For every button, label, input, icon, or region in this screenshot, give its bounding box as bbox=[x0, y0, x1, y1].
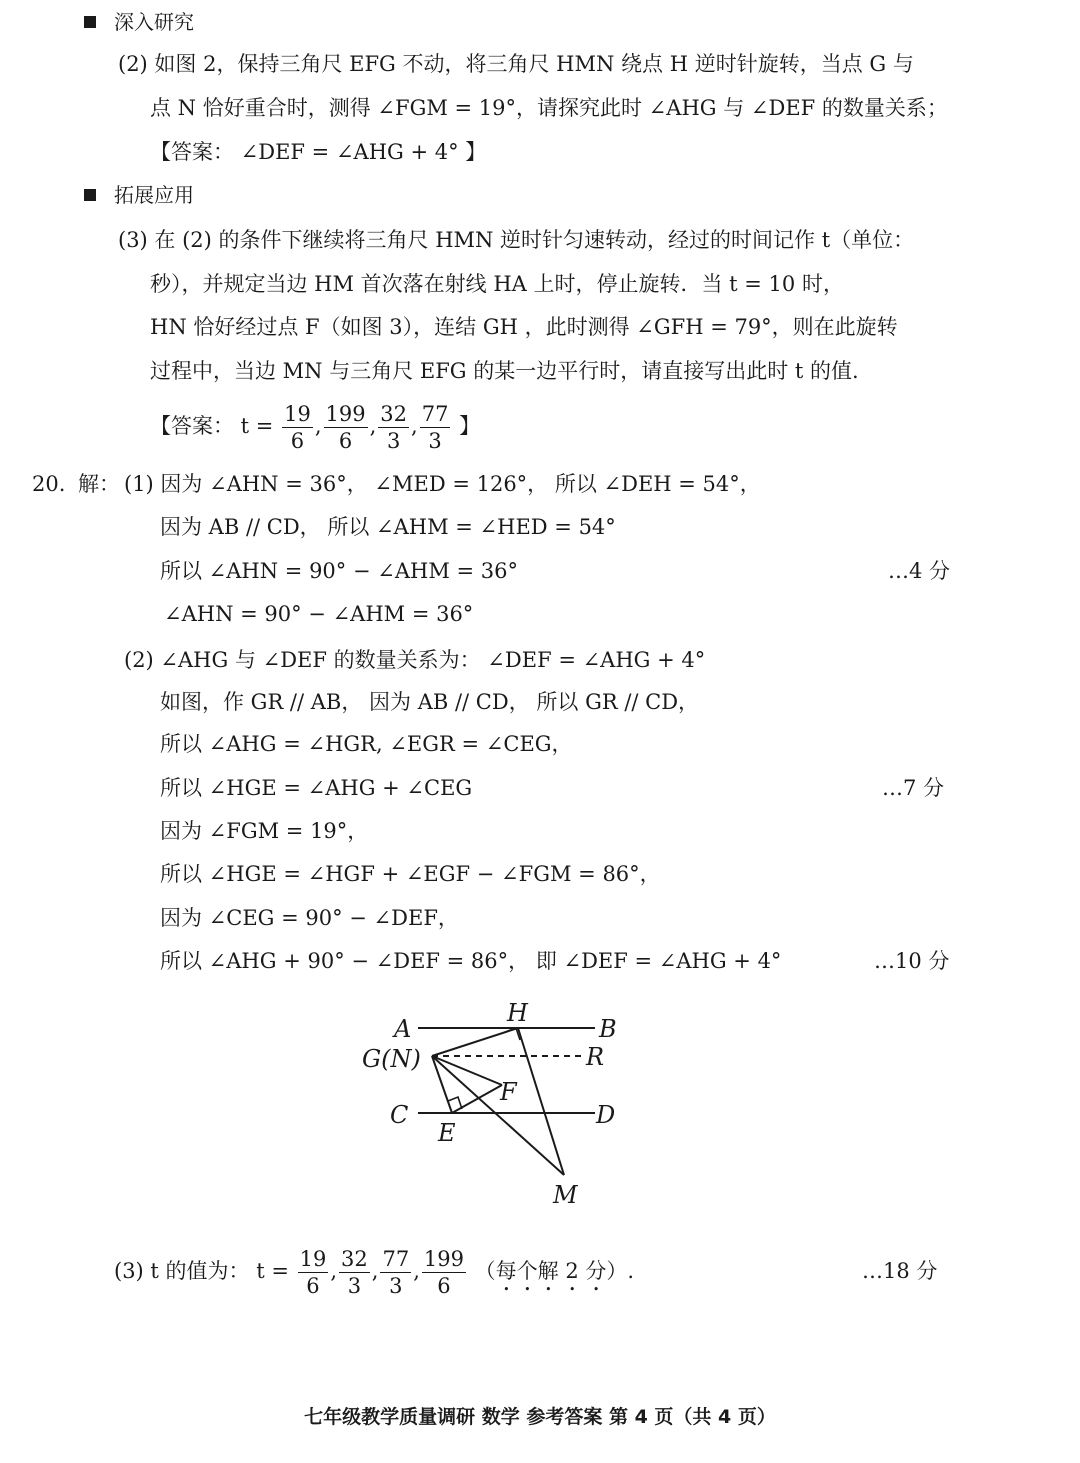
fraction-numerator: 19 bbox=[299, 1247, 327, 1271]
label-h: H bbox=[507, 999, 528, 1027]
separator: , bbox=[411, 414, 418, 438]
sol-p2-line-1: (2) ∠AHG 与 ∠DEF 的数量关系为： ∠DEF = ∠AHG + 4° bbox=[124, 648, 706, 672]
geometry-figure bbox=[350, 995, 650, 1215]
sol-p1-line-3: 所以 ∠AHN = 90° − ∠AHM = 36° bbox=[160, 559, 518, 583]
q3-answer-suffix: 】 bbox=[459, 414, 481, 438]
sol-p2-line-3: 所以 ∠AHG = ∠HGR, ∠EGR = ∠CEG， bbox=[160, 732, 573, 756]
label-f: F bbox=[500, 1078, 517, 1106]
q2-problem-line-2: 点 N 恰好重合时，测得 ∠FGM = 19°，请探究此时 ∠AHG 与 ∠DEF 的数量关系； bbox=[150, 96, 948, 120]
sol-p2-line-4: 所以 ∠HGE = ∠AHG + ∠CEG bbox=[160, 776, 473, 800]
fraction-denominator: 3 bbox=[428, 429, 442, 453]
section-heading-text: 深入研究 bbox=[114, 10, 194, 34]
fraction-numerator: 199 bbox=[325, 402, 366, 426]
score-mark: …10 分 bbox=[874, 949, 950, 973]
q3-answer bbox=[150, 400, 480, 454]
q3-problem-line-3: HN 恰好经过点 F（如图 3），连结 GH ，此时测得 ∠GFH = 79°，则在此旋转 bbox=[150, 315, 898, 339]
label-e: E bbox=[438, 1119, 456, 1147]
fraction-numerator: 32 bbox=[341, 1247, 368, 1271]
separator: , bbox=[413, 1259, 420, 1283]
fraction-numerator: 199 bbox=[423, 1247, 464, 1271]
fraction bbox=[378, 401, 409, 454]
score-mark: …7 分 bbox=[882, 776, 945, 800]
sol-p2-line-8: 所以 ∠AHG + 90° − ∠DEF = 86°， 即 ∠DEF = ∠AHG + 4° bbox=[160, 949, 782, 973]
sol-p3-note-close: ）. bbox=[606, 1259, 635, 1283]
label-r: R bbox=[586, 1043, 605, 1071]
label-gn: G(N) bbox=[362, 1045, 421, 1073]
fraction-numerator: 19 bbox=[284, 402, 311, 426]
score-mark: …4 分 bbox=[888, 559, 951, 583]
fraction-numerator: 77 bbox=[421, 402, 449, 426]
separator: , bbox=[371, 1259, 379, 1283]
section-heading-text: 拓展应用 bbox=[114, 183, 194, 207]
fraction-denominator: 3 bbox=[386, 429, 401, 453]
fraction-numerator: 77 bbox=[382, 1247, 410, 1271]
separator: , bbox=[369, 414, 377, 438]
fraction-denominator: 6 bbox=[338, 429, 353, 453]
q3-problem-line-4: 过程中，当边 MN 与三角尺 EFG 的某一边平行时，请直接写出此时 t 的值. bbox=[150, 359, 859, 383]
section-heading-extension bbox=[84, 181, 194, 209]
q2-answer: 【答案： ∠DEF = ∠AHG + 4° 】 bbox=[150, 140, 487, 164]
fraction-denominator: 6 bbox=[437, 1274, 451, 1298]
sol-p3-prefix: (3) t 的值为： t = bbox=[114, 1259, 289, 1283]
fraction bbox=[282, 401, 313, 454]
label-d: D bbox=[596, 1101, 616, 1129]
fraction bbox=[380, 1246, 411, 1299]
fraction bbox=[420, 401, 451, 454]
fraction-denominator: 6 bbox=[306, 1274, 320, 1298]
label-b: B bbox=[599, 1015, 617, 1043]
fraction bbox=[422, 1246, 466, 1299]
fraction-denominator: 3 bbox=[347, 1274, 362, 1298]
label-c: C bbox=[390, 1101, 409, 1129]
sol-p1-line-4: ∠AHN = 90° − ∠AHM = 36° bbox=[164, 602, 474, 626]
sol-p3-note-open: （ bbox=[474, 1259, 496, 1283]
section-heading-research bbox=[84, 8, 194, 36]
square-bullet-icon bbox=[84, 16, 96, 28]
square-bullet-icon bbox=[84, 189, 96, 201]
solution-label: 解： bbox=[78, 472, 120, 496]
fraction-denominator: 6 bbox=[290, 429, 305, 453]
separator: , bbox=[330, 1259, 338, 1283]
label-m: M bbox=[553, 1181, 578, 1209]
fraction bbox=[298, 1246, 329, 1299]
sol-p1-line-1: (1) 因为 ∠AHN = 36°， ∠MED = 126°， 所以 ∠DEH = 54°， bbox=[124, 472, 761, 496]
sol-p2-line-6: 所以 ∠HGE = ∠HGF + ∠EGF − ∠FGM = 86°， bbox=[160, 862, 661, 886]
separator: , bbox=[314, 414, 322, 438]
side-gf bbox=[432, 1056, 502, 1085]
score-mark: …18 分 bbox=[862, 1259, 938, 1283]
fraction-numerator: 32 bbox=[380, 402, 408, 426]
sol-p1-line-2: 因为 AB // CD， 所以 ∠AHM = ∠HED = 54° bbox=[160, 515, 616, 539]
label-a: A bbox=[394, 1015, 412, 1043]
q3-problem-line-2: 秒），并规定当边 HM 首次落在射线 HA 上时，停止旋转．当 t = 10 时， bbox=[150, 272, 844, 296]
sol-p2-line-7: 因为 ∠CEG = 90° − ∠DEF， bbox=[160, 906, 459, 930]
question-number: 20. bbox=[32, 472, 66, 496]
sol-p2-line-5: 因为 ∠FGM = 19°， bbox=[160, 819, 369, 843]
q3-answer-prefix: 【答案： t = bbox=[150, 414, 274, 438]
sol-p3 bbox=[114, 1244, 634, 1299]
sol-p2-line-2: 如图，作 GR // AB， 因为 AB // CD， 所以 GR // CD， bbox=[160, 690, 700, 714]
q3-problem-line-1: (3) 在 (2) 的条件下继续将三角尺 HMN 逆时针匀速转动，经过的时间记作 t（单位： bbox=[118, 228, 915, 252]
sol-p3-note-emphasized: 每个解 2 分 bbox=[495, 1259, 607, 1283]
fraction-denominator: 3 bbox=[389, 1274, 403, 1298]
side-nm bbox=[432, 1056, 564, 1175]
q2-problem-line-1: (2) 如图 2，保持三角尺 EFG 不动，将三角尺 HMN 绕点 H 逆时针旋转，当点 G 与 bbox=[118, 52, 914, 76]
page-footer: 七年级教学质量调研 数学 参考答案 第 4 页（共 4 页） bbox=[304, 1406, 776, 1428]
fraction bbox=[324, 401, 368, 454]
fraction bbox=[339, 1246, 370, 1299]
